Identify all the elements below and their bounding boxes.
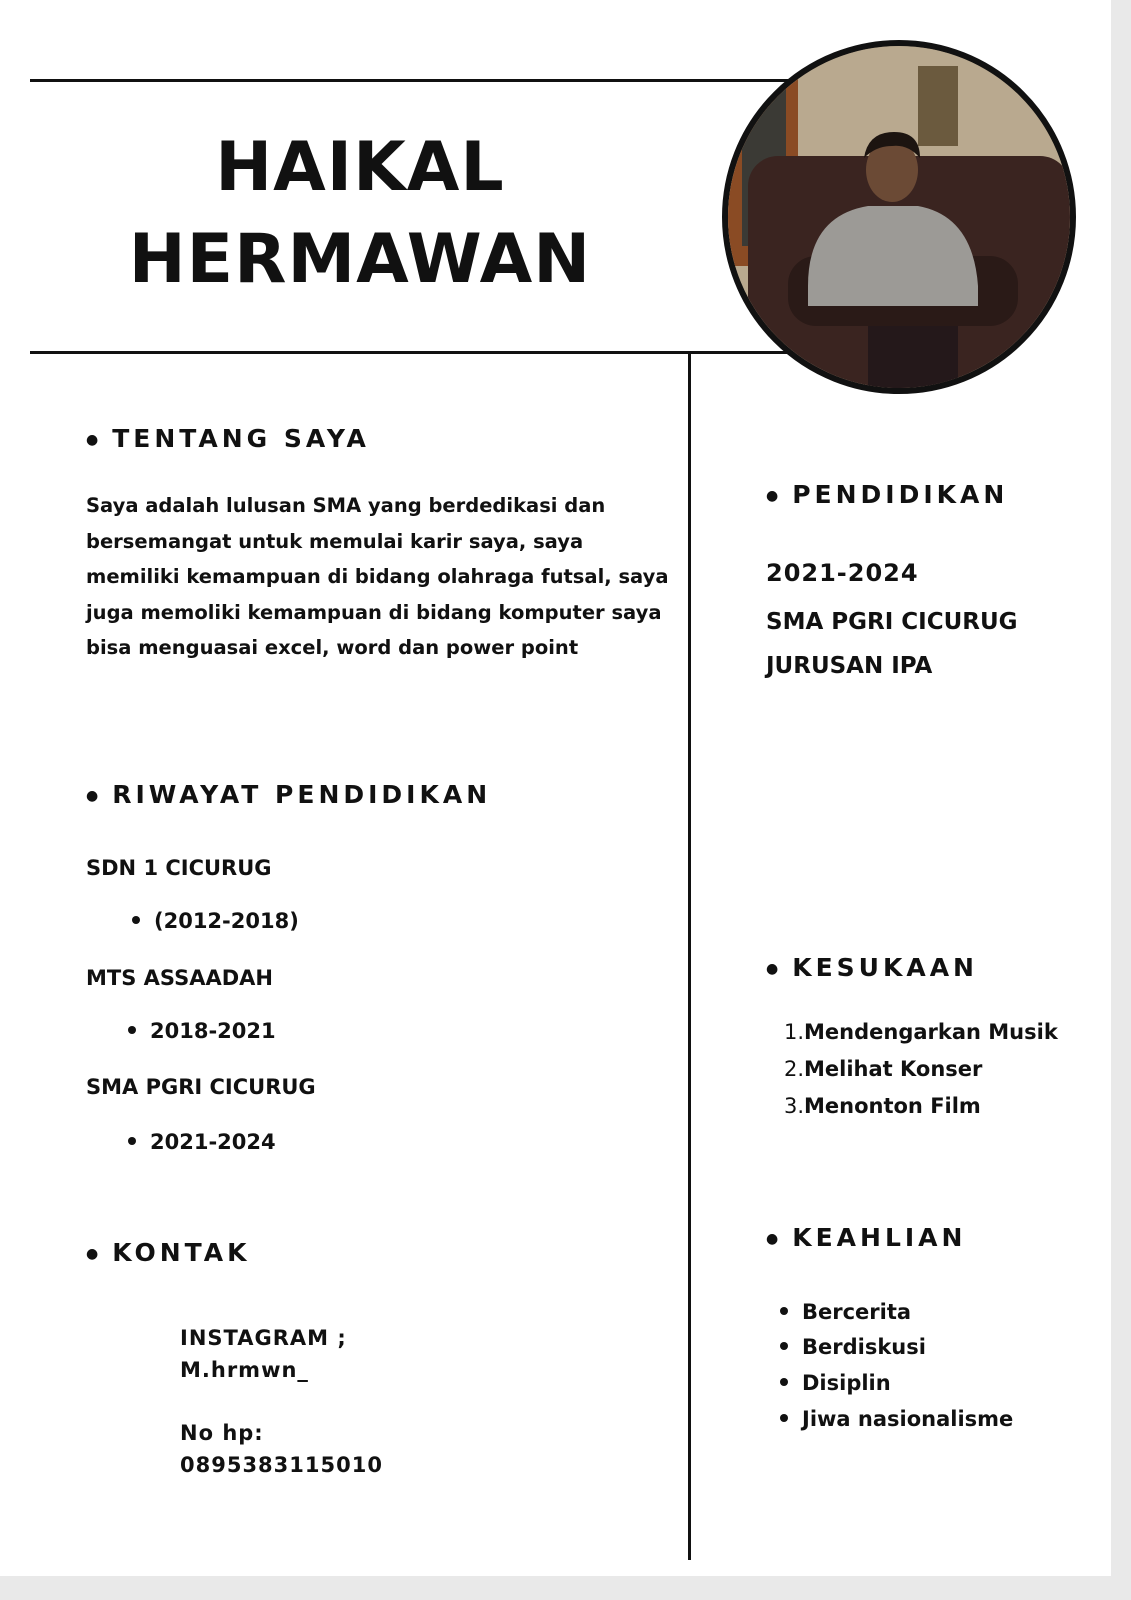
history-years: 2021-2024 — [128, 1130, 276, 1154]
education-title: ● PENDIDIKAN — [766, 480, 1009, 509]
name-last: HERMAWAN — [128, 220, 592, 299]
hobby-number: 1. — [784, 1020, 805, 1044]
phone-number: 0895383115010 — [180, 1453, 383, 1477]
profile-photo-illustration — [728, 46, 1070, 388]
about-title: ● TENTANG SAYA — [86, 424, 370, 453]
header-top-rule — [30, 79, 790, 82]
hobby-number: 3. — [784, 1094, 805, 1118]
about-line: memiliki kemampuan di bidang olahraga futsal, saya — [86, 565, 669, 588]
hobby-number: 2. — [784, 1057, 805, 1081]
history-years: (2012-2018) — [132, 909, 299, 933]
history-school: MTS ASSAADAH — [86, 966, 273, 990]
skill-item: Disiplin — [780, 1371, 891, 1395]
history-years: 2018-2021 — [128, 1019, 276, 1043]
instagram-label: INSTAGRAM ; — [180, 1326, 347, 1350]
history-school: SMA PGRI CICURUG — [86, 1075, 316, 1099]
hobby-item — [784, 1020, 1058, 1044]
history-school: SDN 1 CICURUG — [86, 856, 272, 880]
skills-title: ● KEAHLIAN — [766, 1223, 967, 1252]
hobby-label: Mendengarkan Musik — [804, 1020, 1058, 1044]
name-first: HAIKAL — [215, 128, 505, 207]
hobby-item — [784, 1094, 981, 1118]
hobbies-title: ● KESUKAAN — [766, 953, 978, 982]
about-line: bisa menguasai excel, word dan power point — [86, 636, 579, 659]
contact-title: ● KONTAK — [86, 1238, 251, 1267]
profile-photo — [722, 40, 1076, 394]
skill-item: Bercerita — [780, 1300, 911, 1324]
skill-item: Jiwa nasionalisme — [780, 1407, 1013, 1431]
hobby-label: Menonton Film — [804, 1094, 981, 1118]
instagram-handle: M.hrmwn_ — [180, 1358, 309, 1382]
about-line: bersemangat untuk memulai karir saya, saya — [86, 529, 584, 553]
about-line: juga memoliki kemampuan di bidang komputer saya — [86, 600, 662, 624]
education-history-title: ● RIWAYAT PENDIDIKAN — [86, 780, 492, 809]
hobby-label: Melihat Konser — [804, 1057, 983, 1081]
education-major: JURUSAN IPA — [766, 653, 933, 679]
skill-item: Berdiskusi — [780, 1335, 926, 1359]
phone-label: No hp: — [180, 1421, 264, 1445]
about-paragraph — [86, 488, 676, 666]
about-line: Saya adalah lulusan SMA yang berdedikasi dan — [86, 494, 606, 517]
hobby-item — [784, 1057, 982, 1081]
education-years: 2021-2024 — [766, 559, 919, 587]
header-bottom-rule — [30, 351, 790, 354]
column-divider — [688, 352, 691, 1560]
education-school: SMA PGRI CICURUG — [766, 609, 1018, 635]
